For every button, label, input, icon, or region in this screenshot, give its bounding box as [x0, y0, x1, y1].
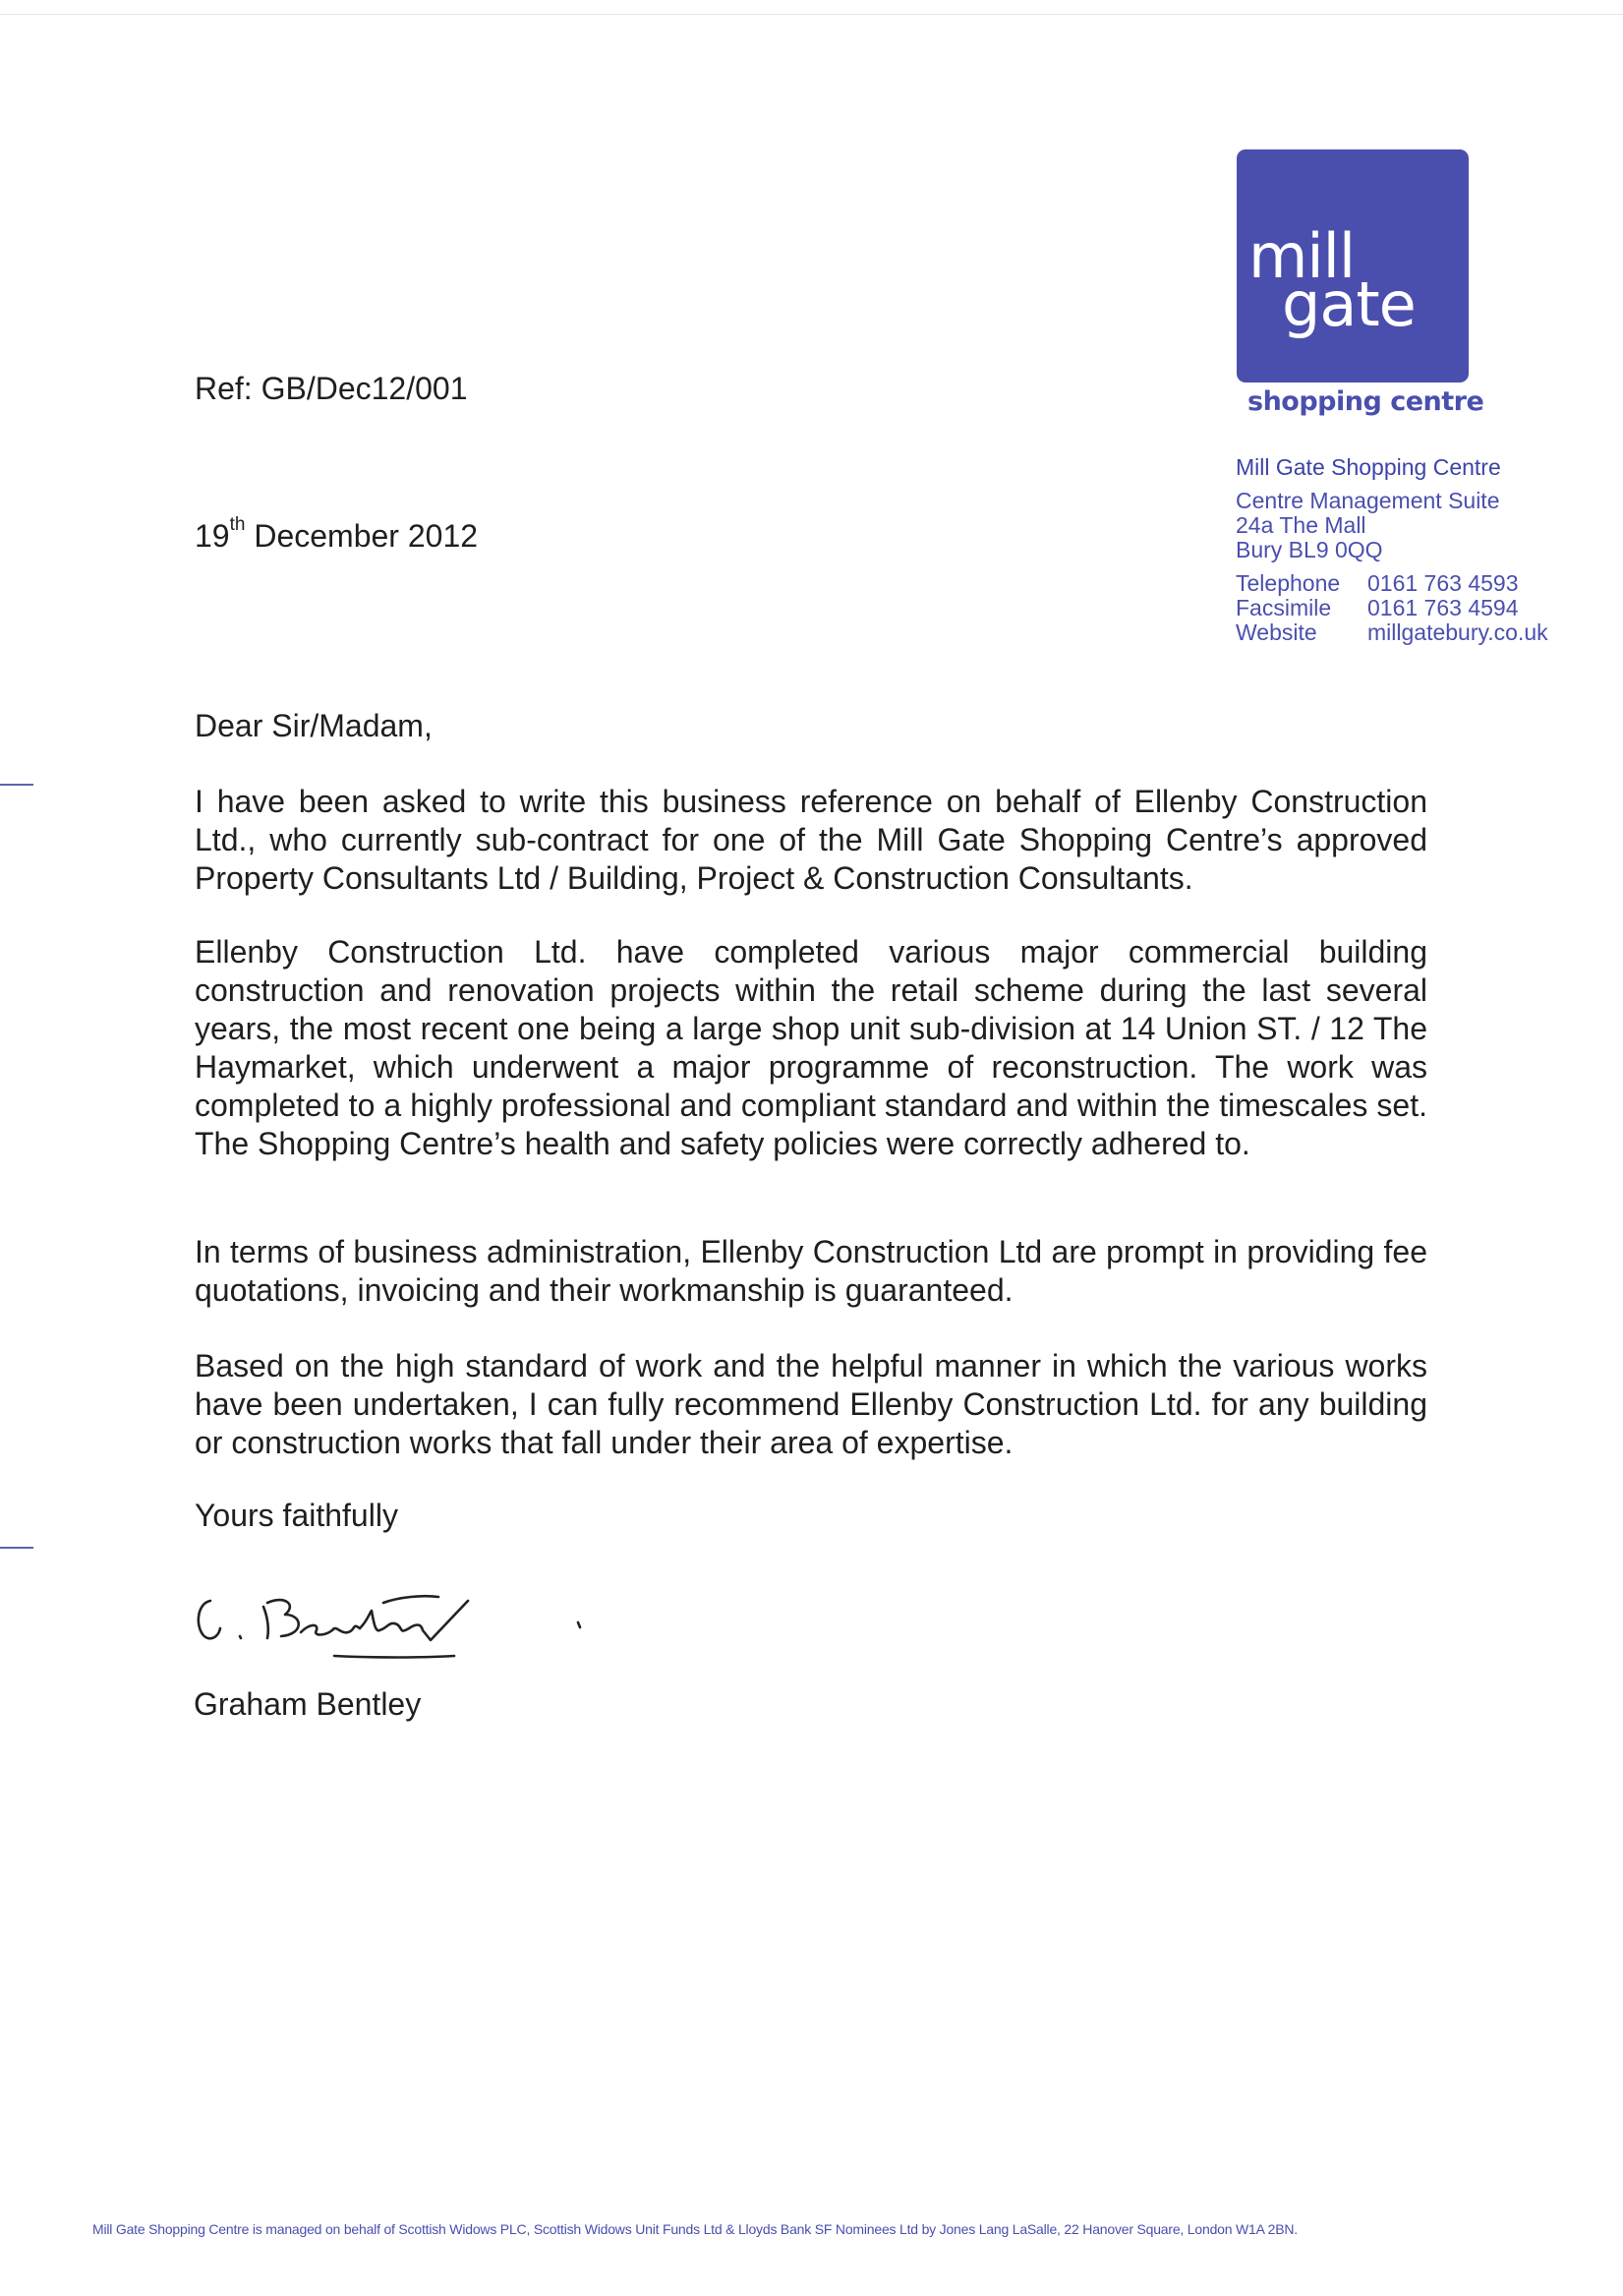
salutation: Dear Sir/Madam, — [195, 708, 433, 743]
body-paragraph: In terms of business administration, Ellenby Construction Ltd are prompt in providing fee quotations, invoicing and their workmanship is guaranteed. — [195, 1234, 1427, 1308]
mill-gate-logo — [1237, 149, 1469, 383]
handwritten-signature — [187, 1573, 600, 1672]
contact-row-telephone — [1236, 571, 1548, 596]
logo-word-gate: gate — [1282, 268, 1416, 340]
contact-label: Facsimile — [1236, 595, 1332, 620]
contact-label: Website — [1236, 619, 1317, 645]
body-paragraph: Based on the high standard of work and the helpful manner in which the various works have been undertaken, I can fully recommend Ellenby Construction Ltd. for any building or construction works that fall under their area of expertise. — [195, 1348, 1427, 1460]
footer-note: Mill Gate Shopping Centre is managed on behalf of Scottish Widows PLC, Scottish Widows Unit Funds Ltd & Lloyds Bank SF Nominees Ltd by Jones Lang LaSalle, 22 Hanover Square, London W1A 2BN. — [92, 2221, 1298, 2237]
date-month-year: December 2012 — [245, 518, 479, 554]
contact-row-facsimile — [1236, 596, 1548, 620]
address-line: Centre Management Suite — [1236, 488, 1500, 513]
contact-label: Telephone — [1236, 570, 1341, 596]
body-paragraph: Ellenby Construction Ltd. have completed various major commercial building construction and renovation projects within the retail scheme during the last several years, the most recent one being a large shop unit sub-division at 14 Union ST. / 12 The Haymarket, which underwent a major programme of reconstruction. The work was completed to a highly professional and compliant standard and within the timescales set. The Shopping Centre’s health and safety policies were correctly adhered to. — [195, 934, 1427, 1161]
date-day: 19 — [195, 518, 230, 554]
sender-address-block — [1236, 455, 1548, 645]
top-edge-line — [0, 14, 1623, 15]
logo-tagline: shopping centre — [1247, 386, 1484, 417]
logo-word-mill: mill — [1248, 220, 1356, 292]
signer-name: Graham Bentley — [194, 1686, 422, 1722]
contact-value: 0161 763 4593 — [1367, 570, 1519, 596]
reference-number: Ref: GB/Dec12/001 — [195, 371, 468, 406]
fold-mark — [0, 1547, 33, 1549]
closing: Yours faithfully — [195, 1498, 398, 1533]
address-line: 24a The Mall — [1236, 512, 1366, 538]
date-suffix: th — [229, 514, 246, 535]
address-line: Bury BL9 0QQ — [1236, 537, 1383, 562]
contact-value: 0161 763 4594 — [1367, 595, 1519, 620]
organisation-name: Mill Gate Shopping Centre — [1236, 454, 1501, 480]
fold-mark — [0, 784, 33, 786]
body-paragraph: I have been asked to write this business reference on behalf of Ellenby Construction Ltd., who currently sub-contract for one of the Mill Gate Shopping Centre’s approved Property Consultants Ltd / Building, Project & Construction Consultants. — [195, 784, 1427, 896]
letter-date — [195, 514, 479, 555]
contact-row-website — [1236, 620, 1548, 645]
contact-value: millgatebury.co.uk — [1367, 619, 1548, 645]
